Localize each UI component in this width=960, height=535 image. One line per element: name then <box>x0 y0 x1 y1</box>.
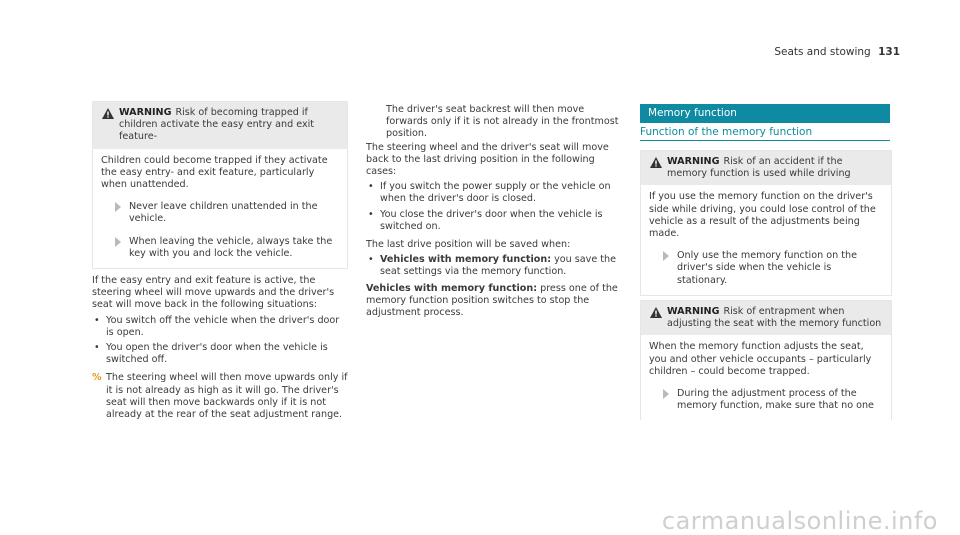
warning-step: During the adjustment process of the memory function, make sure that no one <box>649 388 883 412</box>
step-arrow-icon <box>115 237 121 247</box>
page-number: 131 <box>878 46 900 58</box>
warning-triangle-icon <box>102 108 114 119</box>
step-arrow-icon <box>663 389 669 399</box>
warning-box-accident <box>640 150 892 296</box>
warning-body: When the memory function adjusts the seat, you and other vehicle occupants – particularly children – could become trapped. <box>649 341 872 377</box>
paragraph: The driver's seat backrest will then move forwards only if it is not already in the frontmost position. <box>386 104 619 140</box>
left-column-text <box>92 275 348 421</box>
warning-title: Risk of an accident if the memory function is used while driving <box>667 156 851 180</box>
warning-triangle-icon <box>650 307 662 318</box>
warning-title: Risk of entrapment when adjusting the seat with the memory function <box>667 306 882 330</box>
paragraph: Vehicles with memory function: press one of the memory function position switches to stop the adjustment process. <box>366 282 618 319</box>
running-header <box>774 46 900 58</box>
bullet-item: • You switch off the vehicle when the driver's door is open. <box>92 315 348 339</box>
step-arrow-icon <box>115 202 121 212</box>
warning-title: Risk of becoming trapped if children activate the easy entry and exit feature- <box>119 107 315 143</box>
warning-step: Only use the memory function on the driver's side when the vehicle is stationary. <box>649 250 883 287</box>
warning-box-entrapment <box>640 300 892 420</box>
warning-header <box>93 102 347 149</box>
warning-label: WARNING <box>667 156 720 167</box>
section-name: Seats and stowing <box>774 46 871 58</box>
paragraph: If the easy entry and exit feature is active, the steering wheel will move upwards and the driver's seat will move back in the following situations: <box>92 275 335 311</box>
info-icon: % <box>92 372 102 384</box>
middle-column-text <box>366 104 620 319</box>
warning-header <box>641 301 891 335</box>
warning-label: WARNING <box>667 306 720 317</box>
warning-body: If you use the memory function on the driver's side while driving, you could lose control of the vehicle as a result of the adjustments being made. <box>649 191 876 240</box>
watermark: carmanualsonline.info <box>661 506 938 535</box>
bullet-item: • Vehicles with memory function: you save the seat settings via the memory function. <box>366 254 620 278</box>
warning-header <box>641 151 891 185</box>
warning-body: Children could become trapped if they activate the easy entry- and exit feature, particularly when unattended. <box>101 154 328 191</box>
bullet-item: • If you switch the power supply or the vehicle on when the driver's door is closed. <box>366 181 620 205</box>
bullet-item: • You close the driver's door when the vehicle is switched on. <box>366 209 620 233</box>
warning-label: WARNING <box>119 107 172 118</box>
paragraph: The last drive position will be saved when: <box>366 239 571 251</box>
paragraph: The steering wheel and the driver's seat will move back to the last driving position in the following cases: <box>366 141 609 178</box>
warning-triangle-icon <box>650 157 662 168</box>
warning-step: When leaving the vehicle, always take the key with you and lock the vehicle. <box>101 236 339 260</box>
note <box>92 372 348 421</box>
warning-box-trapped <box>92 101 348 269</box>
warning-step: Never leave children unattended in the vehicle. <box>101 201 339 225</box>
note-text: The steering wheel will then move upwards only if it is not already as high as it will go. The driver's seat will then move backwards only if it is not already at the rear of the seat adjustment range. <box>106 372 348 421</box>
step-arrow-icon <box>663 251 669 261</box>
bullet-item: • You open the driver's door when the vehicle is switched off. <box>92 342 348 366</box>
section-title: Memory function <box>640 104 890 123</box>
subsection-title: Function of the memory function <box>640 126 890 141</box>
